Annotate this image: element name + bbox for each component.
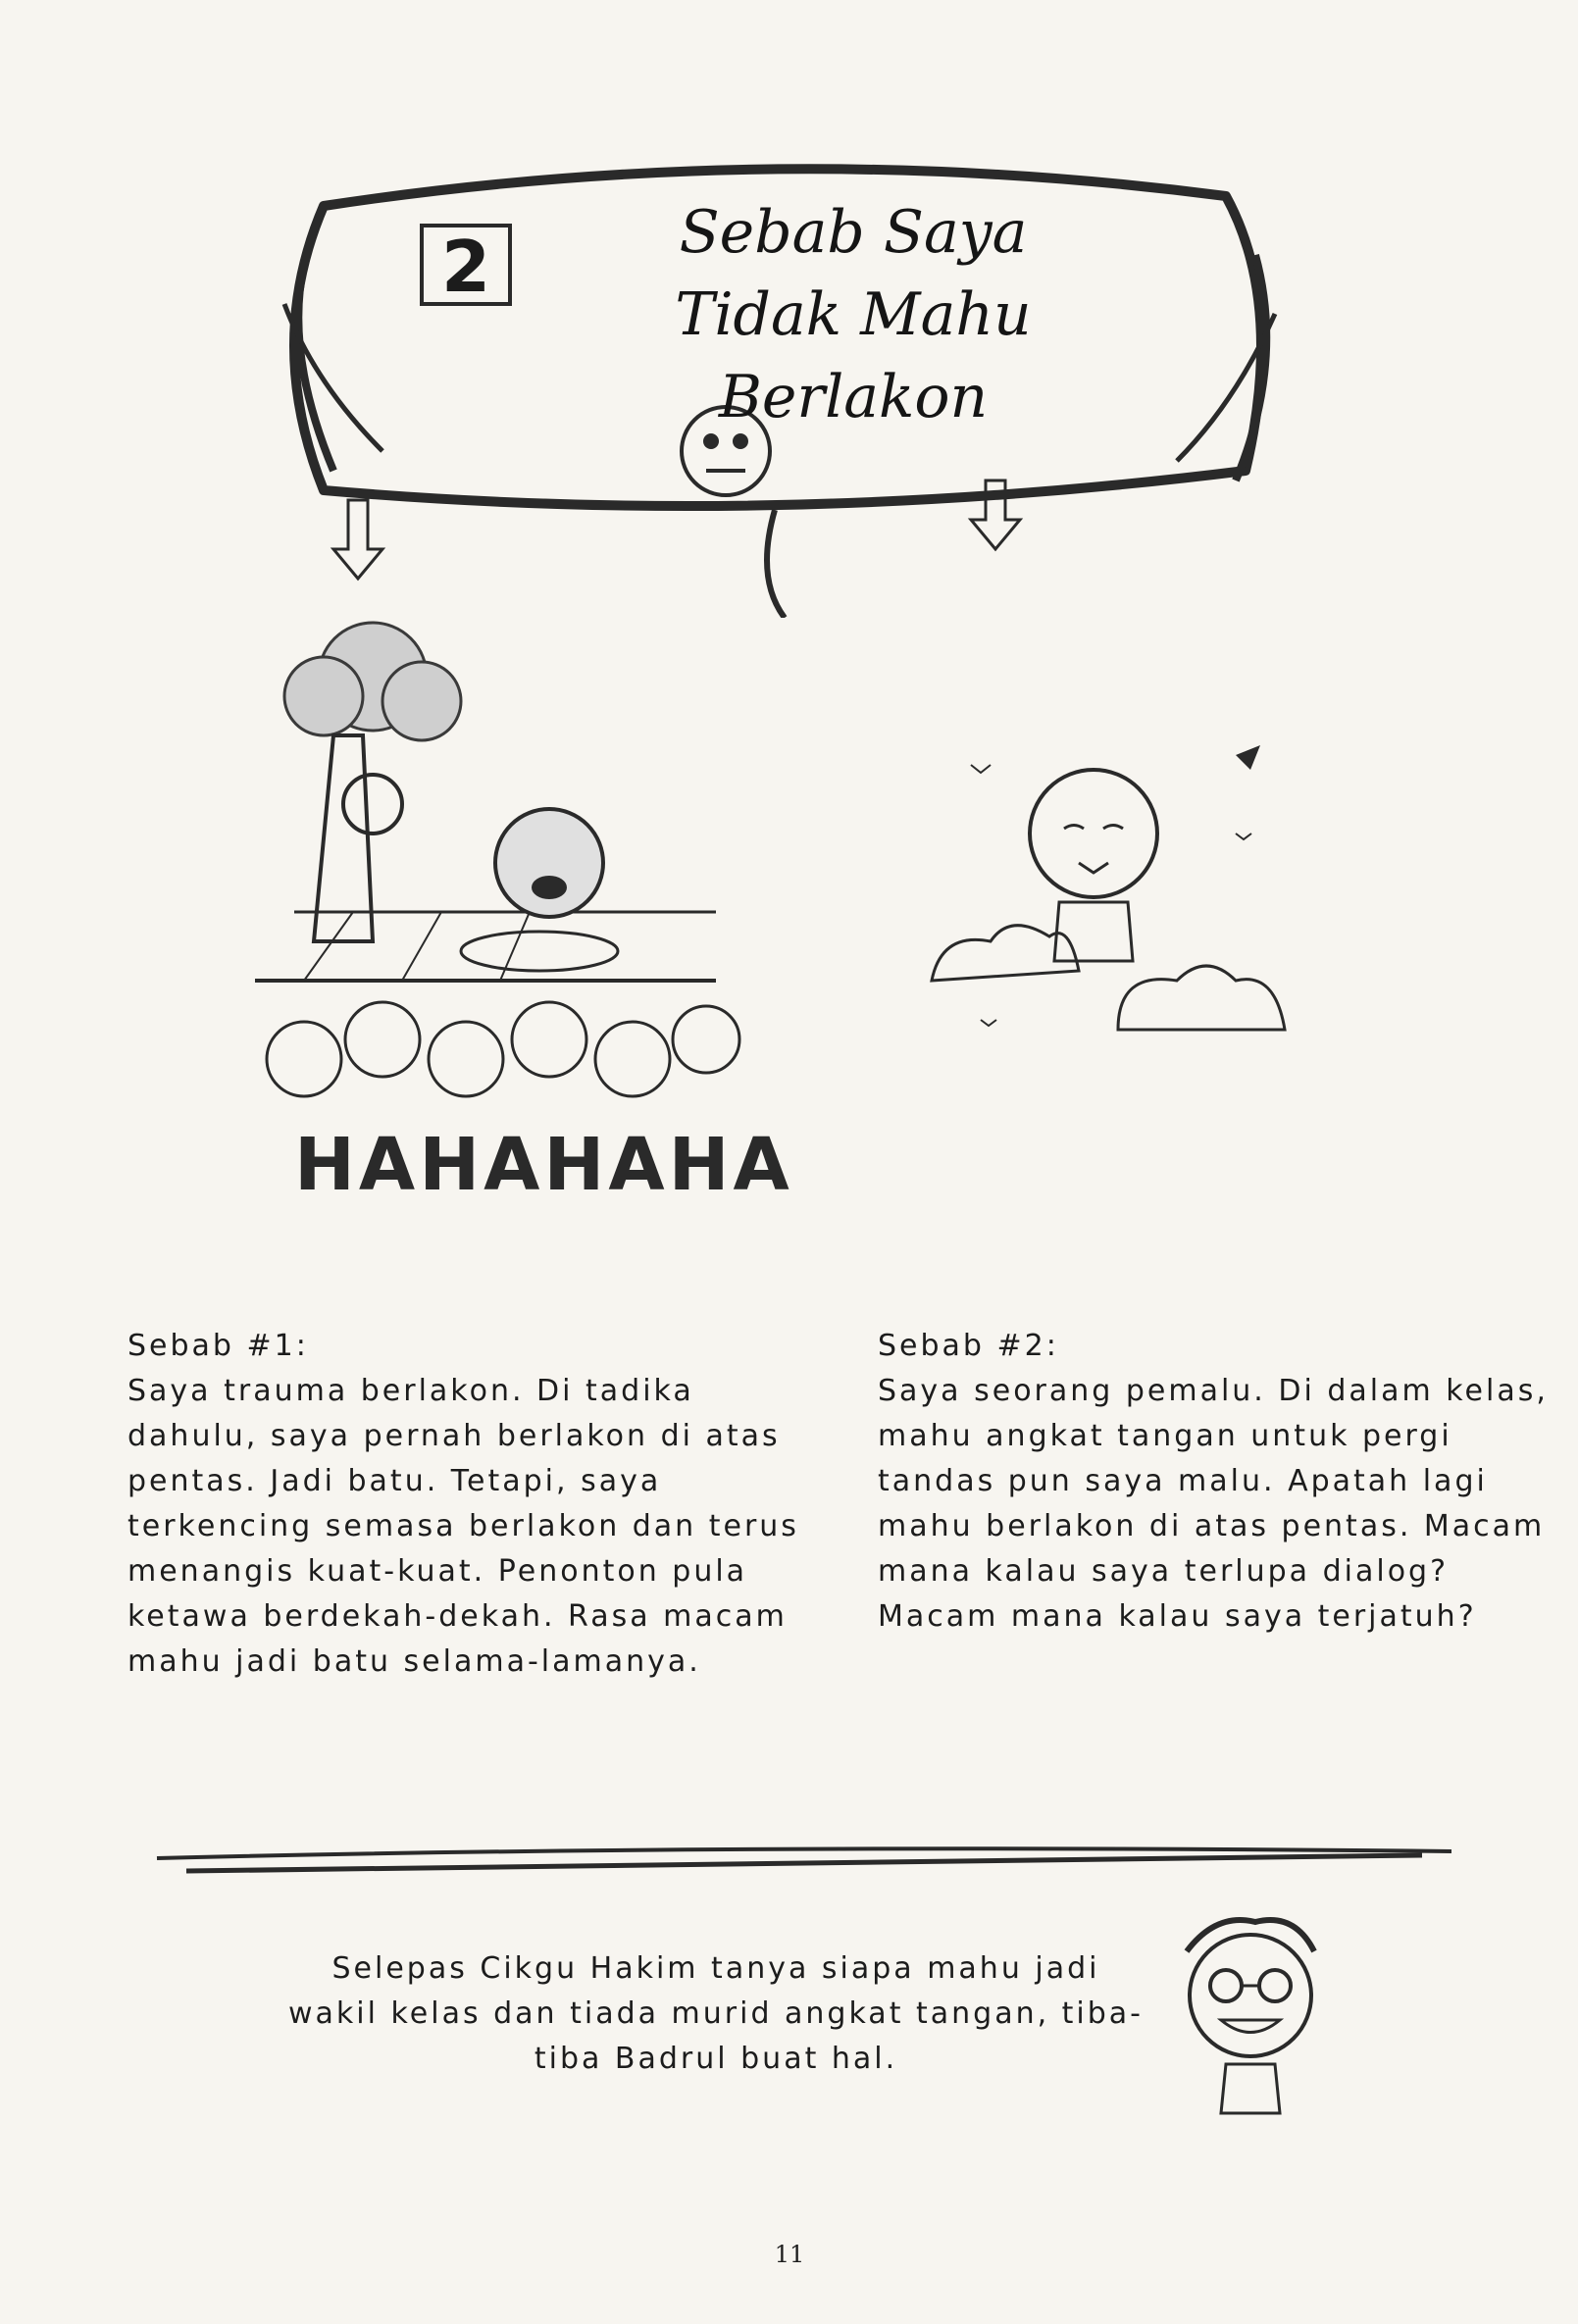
laughter-sound-text: HAHAHAHA xyxy=(294,1123,793,1207)
banner-number: 2 xyxy=(440,226,491,308)
reason-2-heading: Sebab #2: xyxy=(878,1329,1059,1363)
title-line-2: Tidak Mahu Berlakon xyxy=(675,280,1032,431)
page-number: 11 xyxy=(774,2241,805,2268)
reason-1 xyxy=(127,1324,814,1685)
reason-2-text: Saya seorang pemalu. Di dalam kelas, mahu angkat tangan untuk pergi tandas pun saya malu. Apatah lagi mahu berlakon di atas pentas. Macam mana kalau saya terlupa dialog? Macam mana kalau saya terjatuh? xyxy=(878,1374,1549,1634)
reason-1-text: Saya trauma berlakon. Di tadika dahulu, saya pernah berlakon di atas pentas. Jadi batu. Tetapi, saya terkencing semasa berlakon dan terus menangis kuat-kuat. Penonton pula ketawa berdekah-dekah. Rasa macam mahu jadi batu selama-lamanya. xyxy=(127,1374,799,1679)
reason-1-heading: Sebab #1: xyxy=(127,1329,309,1363)
page-title xyxy=(549,191,1157,438)
closing-caption: Selepas Cikgu Hakim tanya siapa mahu jadi wakil kelas dan tiada murid angkat tangan, tiba-tiba Badrul buat hal. xyxy=(287,1951,1145,2076)
section-divider xyxy=(147,1834,1461,1893)
reason-2 xyxy=(878,1324,1564,1640)
teacher-grinning-illustration xyxy=(1147,1893,1344,2118)
meditating-kid-illustration xyxy=(922,726,1295,1088)
title-line-1: Sebab Saya xyxy=(679,198,1028,267)
number-sign-bunny-illustration xyxy=(412,221,520,319)
